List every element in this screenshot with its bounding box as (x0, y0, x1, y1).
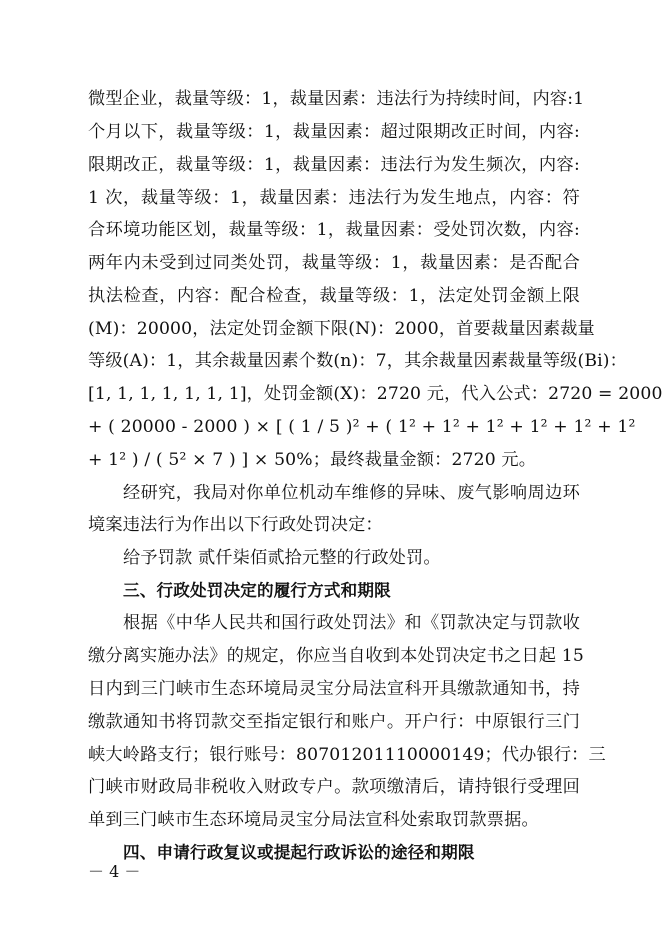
text-line: 缴款通知书将罚款交至指定银行和账户。开户行：中原银行三门 (88, 712, 580, 732)
section-heading: 四、申请行政复议或提起行政诉讼的途径和期限 (123, 843, 475, 862)
text-line: 微型企业，裁量等级：1，裁量因素：违法行为持续时间，内容:1 (88, 89, 585, 109)
paragraph-first-line: 根据《中华人民共和国行政处罚法》和《罚款决定与罚款收 (123, 613, 580, 633)
text-line: (M)：20000，法定处罚金额下限(N)：2000，首要裁量因素裁量 (88, 319, 595, 339)
text-line: 缴分离实施办法》的规定，你应当自收到本处罚决定书之日起 15 (88, 646, 584, 666)
text-line: 1 次，裁量等级：1，裁量因素：违法行为发生地点，内容：符 (88, 188, 580, 208)
text-line: 境案违法行为作出以下行政处罚决定： (88, 515, 383, 535)
paragraph-first-line: 经研究，我局对你单位机动车维修的异味、废气影响周边环 (123, 483, 580, 503)
text-line: 执法检查，内容：配合检查，裁量等级：1，法定处罚金额上限 (88, 286, 580, 306)
text-line: 单到三门峡市生态环境局灵宝分局法宣科处索取罚款票据。 (88, 810, 539, 830)
page-number: － 4 － (88, 862, 141, 881)
text-line: 日内到三门峡市生态环境局灵宝分局法宣科开具缴款通知书，持 (88, 679, 580, 699)
text-line: 等级(A)：1，其余裁量因素个数(n)：7，其余裁量因素裁量等级(Bi)： (88, 351, 627, 371)
section-heading: 三、行政处罚决定的履行方式和期限 (123, 581, 391, 600)
penalty-decision-line: 给予罚款 贰仟柒佰贰拾元整的行政处罚。 (123, 548, 441, 568)
formula-line: + ( 20000 - 2000 ) × [ ( 1 / 5 )² + ( 1² + 1² + 1² + 1² + 1² + 1² (88, 417, 636, 437)
text-line: 峡大岭路支行；银行账号：80701201110000149；代办银行：三 (88, 745, 606, 765)
formula-line: + 1² ) / ( 5² × 7 ) ] × 50%；最终裁量金额：2720 元。 (88, 450, 537, 470)
text-line: 个月以下，裁量等级：1，裁量因素：超过限期改正时间，内容: (88, 122, 580, 142)
text-line: 限期改正，裁量等级：1，裁量因素：违法行为发生频次，内容: (88, 155, 580, 175)
text-line: 两年内未受到过同类处罚，裁量等级：1，裁量因素：是否配合 (88, 253, 580, 273)
text-line: 合环境功能区划，裁量等级：1，裁量因素：受处罚次数，内容: (88, 220, 580, 240)
text-line: 门峡市财政局非税收入财政专户。款项缴清后，请持银行受理回 (88, 777, 580, 797)
text-line: [1, 1, 1, 1, 1, 1, 1]，处罚金额(X)：2720 元，代入公式：2720 = 2000 (88, 384, 663, 404)
